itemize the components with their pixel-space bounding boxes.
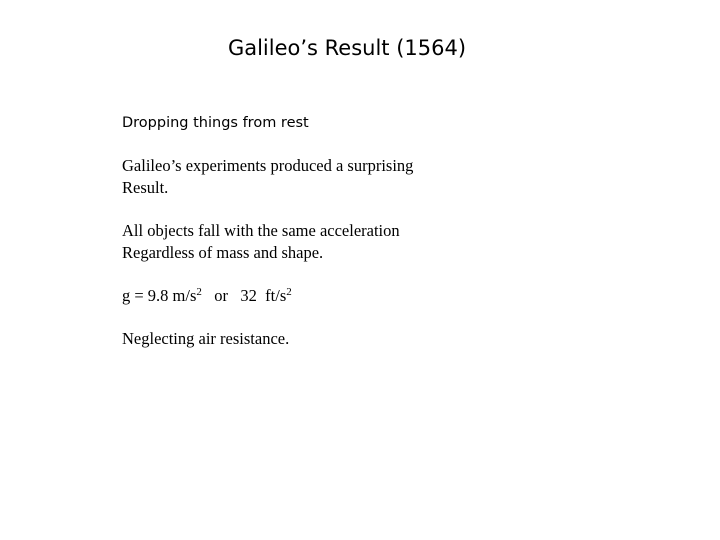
paragraph-line: Result. xyxy=(122,178,169,197)
paragraph-line: Galileo’s experiments produced a surprising xyxy=(122,156,414,175)
formula-exponent: 2 xyxy=(286,286,292,298)
paragraph-line: Regardless of mass and shape. xyxy=(122,243,324,262)
slide-subtitle: Dropping things from rest xyxy=(122,115,309,131)
formula-metric: g = 9.8 m/s xyxy=(122,286,197,305)
gravity-formula xyxy=(122,285,292,307)
formula-exponent: 2 xyxy=(196,286,202,298)
paragraph-surprising-result xyxy=(122,155,413,199)
formula-imperial: or 32 ft/s xyxy=(201,286,287,305)
air-resistance-note: Neglecting air resistance. xyxy=(122,329,290,348)
slide-title: Galileo’s Result (1564) xyxy=(227,36,467,60)
paragraph-line: All objects fall with the same acceleration xyxy=(122,221,400,240)
paragraph-same-acceleration xyxy=(122,220,400,264)
